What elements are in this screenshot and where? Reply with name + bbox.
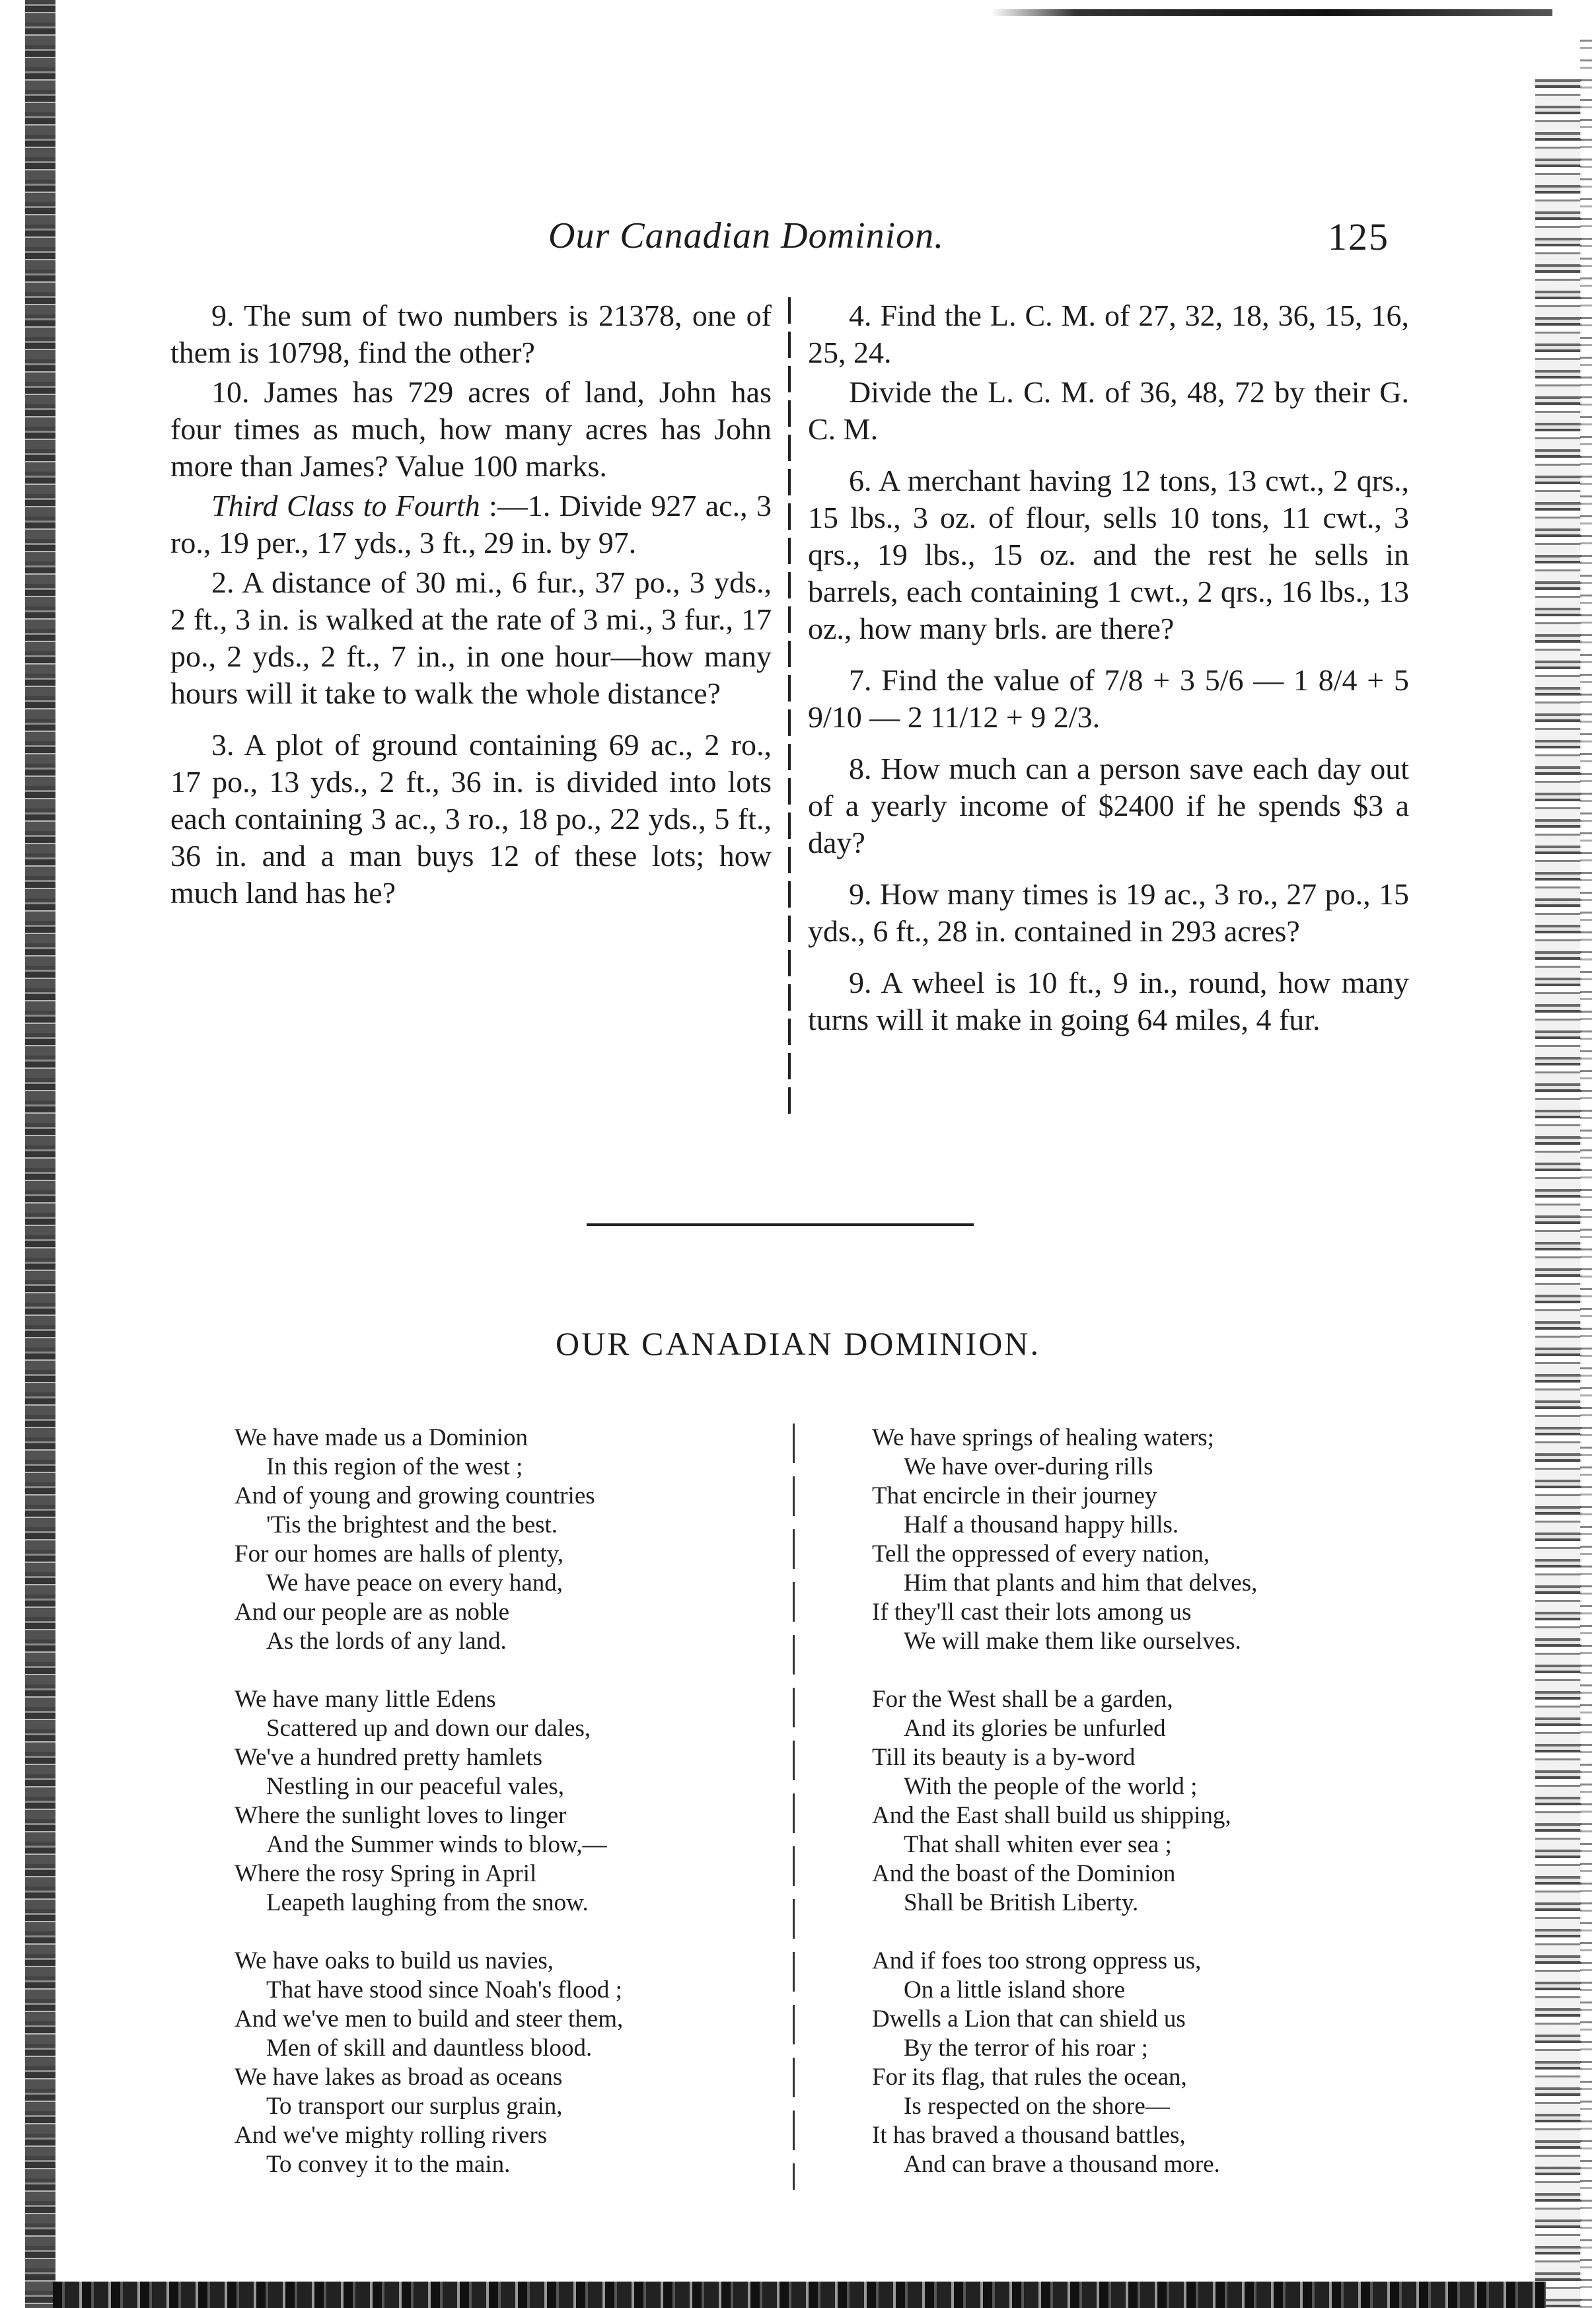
poem-line: Half a thousand happy hills. [904, 1511, 1179, 1538]
poem-right-column [872, 1424, 1400, 2208]
poem-line: 'Tis the brightest and the best. [266, 1511, 558, 1538]
stanza [872, 1685, 1400, 1918]
poem-line: On a little island shore [904, 1976, 1125, 2003]
poem-line: For the West shall be a garden, [872, 1686, 1173, 1713]
column-rule [788, 297, 791, 1116]
poem-line: By the terror of his roar ; [904, 2035, 1148, 2062]
poem-line: We have oaks to build us navies, [235, 1947, 554, 1974]
poem-line: And the East shall build us shipping, [872, 1802, 1231, 1829]
poem-line: We have many little Edens [235, 1686, 496, 1713]
poem-line: Shall be British Liberty. [904, 1889, 1139, 1916]
stanza [235, 1947, 763, 2179]
poem-line: And our people are as noble [235, 1599, 510, 1626]
poem-line: That shall whiten ever sea ; [904, 1831, 1172, 1858]
poem-line: Men of skill and dauntless blood. [266, 2035, 593, 2062]
problem: 4. Find the L. C. M. of 27, 32, 18, 36, 15, 16, 25, 24. [808, 299, 1409, 369]
poem-line: And its glories be unfurled [904, 1715, 1166, 1742]
poem-line: Him that plants and him that delves, [904, 1569, 1258, 1597]
class-heading: Third Class to Fourth [211, 489, 480, 523]
poem-line: If they'll cast their lots among us [872, 1599, 1192, 1626]
poem-line: Dwells a Lion that can shield us [872, 2005, 1186, 2033]
poem [235, 1424, 1424, 2190]
problem: 6. A merchant having 12 tons, 13 cwt., 2 qrs., 15 lbs., 3 oz. of flour, sells 10 tons, 11 cwt., 3 qrs., 19 lbs., 15 oz. and the rest he sells in barrels, each containing 1 cwt., 2 qrs., 16 lbs., 13 oz., how many brls. are there? [808, 464, 1409, 645]
poem-line: Scattered up and down our dales, [266, 1715, 591, 1742]
scan-bottom-edge [53, 2282, 1546, 2308]
poem-line: We have peace on every hand, [266, 1569, 563, 1597]
poem-line: We've a hundred pretty hamlets [235, 1744, 543, 1771]
poem-line: We will make them like ourselves. [904, 1628, 1241, 1655]
poem-line: For our homes are halls of plenty, [235, 1540, 564, 1568]
poem-line: And can brave a thousand more. [904, 2151, 1220, 2178]
poem-line: And of young and growing countries [235, 1482, 595, 1509]
scan-margin-left [0, 0, 8, 2308]
problem: 3. A plot of ground containing 69 ac., 2 ro., 17 po., 13 yds., 2 ft., 36 in. is divided into lots each containing 3 ac., 3 ro., 18 po., 22 yds., 5 ft., 36 in. and a man buys 12 of these lots; how much land has he? [170, 728, 772, 910]
problem [170, 487, 772, 561]
problem: 9. How many times is 19 ac., 3 ro., 27 po., 15 yds., 6 ft., 28 in. contained in 293 acres? [808, 877, 1409, 948]
poem-line: To transport our surplus grain, [266, 2093, 563, 2120]
stanza [235, 1685, 763, 1918]
problems-right-column [808, 297, 1409, 1041]
running-head [0, 215, 1596, 274]
scan-binding-edge [25, 0, 55, 2308]
problem: 10. James has 729 acres of land, John has four times as much, how many acres has John more than James? Value 100 marks. [170, 375, 772, 483]
problem: Divide the L. C. M. of 36, 48, 72 by their G. C. M. [808, 375, 1409, 446]
poem-line: We have over-during rills [904, 1453, 1153, 1480]
page-number: 125 [1328, 215, 1389, 258]
poem-line: We have made us a Dominion [235, 1424, 528, 1451]
scan-page-edge [1535, 79, 1581, 2308]
poem-line: And the Summer winds to blow,— [266, 1831, 607, 1858]
poem-line: And if foes too strong oppress us, [872, 1947, 1202, 1974]
problems-left-column [170, 297, 772, 914]
poem-title: OUR CANADIAN DOMINION. [555, 1325, 1041, 1362]
scan-page-edge-outer [1580, 40, 1592, 2308]
poem-left-column [235, 1424, 763, 2208]
problem-text: :—1. Divide 927 ac., 3 ro., 19 per., 17 yds., 3 ft., 29 in. by 97. [170, 489, 772, 559]
poem-column-rule [793, 1424, 795, 2190]
poem-line: And the boast of the Dominion [872, 1860, 1176, 1887]
stanza [235, 1424, 763, 1656]
scan-top-rule [991, 9, 1552, 16]
poem-line: And we've mighty rolling rivers [235, 2122, 548, 2149]
problems-section [170, 297, 1412, 1130]
poem-line: With the people of the world ; [904, 1773, 1198, 1800]
section-divider [587, 1223, 974, 1226]
poem-line: For its flag, that rules the ocean, [872, 2064, 1187, 2091]
poem-line: Nestling in our peaceful vales, [266, 1773, 565, 1800]
problem: 9. A wheel is 10 ft., 9 in., round, how many turns will it make in going 64 miles, 4 fur. [808, 966, 1409, 1036]
problem: 8. How much can a person save each day out of a yearly income of $2400 if he spends $3 a day? [808, 752, 1409, 859]
problem: 7. Find the value of 7/8 + 3 5/6 — 1 8/4 + 5 9/10 — 2 11/12 + 9 2/3. [808, 663, 1409, 734]
poem-line: That encircle in their journey [872, 1482, 1157, 1509]
poem-line: We have lakes as broad as oceans [235, 2064, 563, 2091]
poem-line: It has braved a thousand battles, [872, 2122, 1186, 2149]
poem-line: Where the sunlight loves to linger [235, 1802, 567, 1829]
poem-line: As the lords of any land. [266, 1628, 507, 1655]
problem: 9. The sum of two numbers is 21378, one of them is 10798, find the other? [170, 299, 772, 369]
poem-line: Leapeth laughing from the snow. [266, 1889, 589, 1916]
poem-line: To convey it to the main. [266, 2151, 511, 2178]
poem-line: In this region of the west ; [266, 1453, 523, 1480]
stanza [872, 1947, 1400, 2179]
stanza [872, 1424, 1400, 1656]
poem-line: Till its beauty is a by-word [872, 1744, 1136, 1771]
poem-line: We have springs of healing waters; [872, 1424, 1214, 1451]
poem-line: Is respected on the shore— [904, 2093, 1170, 2120]
poem-line: And we've men to build and steer them, [235, 2005, 624, 2033]
running-title: Our Canadian Dominion. [548, 215, 945, 256]
poem-line: Where the rosy Spring in April [235, 1860, 537, 1887]
problem: 2. A distance of 30 mi., 6 fur., 37 po., 3 yds., 2 ft., 3 in. is walked at the rate of 3 mi., 3 fur., 17 po., 2 yds., 2 ft., 7 in., in one hour—how many hours will it take to walk the whole distance? [170, 565, 772, 710]
poem-line: Tell the oppressed of every nation, [872, 1540, 1210, 1568]
poem-line: That have stood since Noah's flood ; [266, 1976, 622, 2003]
